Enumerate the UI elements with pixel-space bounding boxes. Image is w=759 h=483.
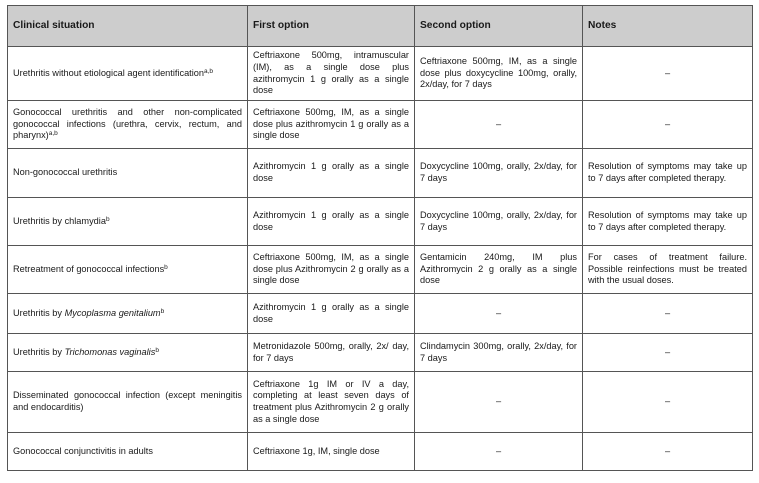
footnote-marker: a,b [48, 130, 58, 138]
table-row [8, 334, 753, 372]
second-option-cell: Doxycycline 100mg, orally, 2x/day, for 7 days [415, 149, 583, 198]
first-option-cell: Ceftriaxone 1g IM or IV a day, completing at least seven days of treatment plus Azithromycin 2 g orally as a single dose [248, 372, 415, 433]
second-option-cell: – [415, 294, 583, 334]
situation-text: Gonococcal conjunctivitis in adults [13, 445, 153, 456]
treatment-table [7, 5, 753, 471]
table-row [8, 198, 753, 246]
first-option-cell: Ceftriaxone 500mg, IM, as a single dose plus azithromycin 1 g orally as a single dose [248, 101, 415, 149]
notes-cell: – [583, 334, 753, 372]
situation-text: Retreatment of gonococcal infections [13, 263, 165, 274]
header-first-option: First option [248, 6, 415, 47]
table-row [8, 372, 753, 433]
notes-cell: Resolution of symptoms may take up to 7 days after completed therapy. [583, 149, 753, 198]
table-row [8, 149, 753, 198]
second-option-cell: Doxycycline 100mg, orally, 2x/day, for 7 days [415, 198, 583, 246]
table-header-row [8, 6, 753, 47]
second-option-cell: – [415, 372, 583, 433]
situation-cell [8, 47, 248, 101]
table-row [8, 246, 753, 294]
notes-cell: – [583, 101, 753, 149]
situation-text: Gonococcal urethritis and other non-complicated gonococcal infections (urethra, cervix, rectum, and pharynx) [13, 107, 242, 141]
organism-name: Trichomonas vaginalis [64, 346, 156, 357]
situation-text: Urethritis by chlamydia [13, 215, 106, 226]
second-option-cell: – [415, 433, 583, 471]
notes-cell: For cases of treatment failure. Possible reinfections must be treated with the usual doses. [583, 246, 753, 294]
situation-cell [8, 198, 248, 246]
situation-text: Urethritis without etiological agent identification [13, 67, 204, 78]
situation-text: Disseminated gonococcal infection (except meningitis and endocarditis) [13, 390, 242, 412]
notes-cell: – [583, 372, 753, 433]
second-option-cell: Gentamicin 240mg, IM plus Azithromycin 2 g orally as a single dose [415, 246, 583, 294]
second-option-cell: Clindamycin 300mg, orally, 2x/day, for 7 days [415, 334, 583, 372]
first-option-cell: Metronidazole 500mg, orally, 2x/ day, for 7 days [248, 334, 415, 372]
situation-text: Urethritis by [13, 307, 65, 318]
notes-cell: – [583, 47, 753, 101]
notes-cell: Resolution of symptoms may take up to 7 days after completed therapy. [583, 198, 753, 246]
first-option-cell: Ceftriaxone 500mg, intramuscular (IM), as a single dose plus azithromycin 1 g orally as a single dose [248, 47, 415, 101]
table-row [8, 294, 753, 334]
table-row [8, 47, 753, 101]
second-option-cell: – [415, 101, 583, 149]
first-option-cell: Ceftriaxone 500mg, IM, as a single dose plus Azithromycin 2 g orally as a single dose [248, 246, 415, 294]
situation-text: Urethritis by [13, 346, 65, 357]
footnote-marker: b [155, 346, 159, 354]
organism-name: Mycoplasma genitalium [64, 307, 161, 318]
situation-cell [8, 246, 248, 294]
header-second-option: Second option [415, 6, 583, 47]
second-option-cell: Ceftriaxone 500mg, IM, as a single dose plus doxycycline 100mg, orally, 2x/day, for 7 days [415, 47, 583, 101]
footnote-marker: b [105, 215, 110, 223]
footnote-marker: a,b [204, 67, 214, 75]
first-option-cell: Ceftriaxone 1g, IM, single dose [248, 433, 415, 471]
first-option-cell: Azithromycin 1 g orally as a single dose [248, 198, 415, 246]
table-row [8, 433, 753, 471]
notes-cell: – [583, 294, 753, 334]
first-option-cell: Azithromycin 1 g orally as a single dose [248, 294, 415, 334]
situation-cell [8, 433, 248, 471]
first-option-cell: Azithromycin 1 g orally as a single dose [248, 149, 415, 198]
situation-text: Non-gonococcal urethritis [13, 167, 118, 178]
notes-cell: – [583, 433, 753, 471]
situation-cell [8, 372, 248, 433]
situation-cell [8, 101, 248, 149]
table-row [8, 101, 753, 149]
situation-cell [8, 294, 248, 334]
header-clinical-situation: Clinical situation [8, 6, 248, 47]
footnote-marker: b [160, 307, 165, 315]
footnote-marker: b [164, 263, 168, 271]
header-notes: Notes [583, 6, 753, 47]
situation-cell [8, 334, 248, 372]
situation-cell [8, 149, 248, 198]
